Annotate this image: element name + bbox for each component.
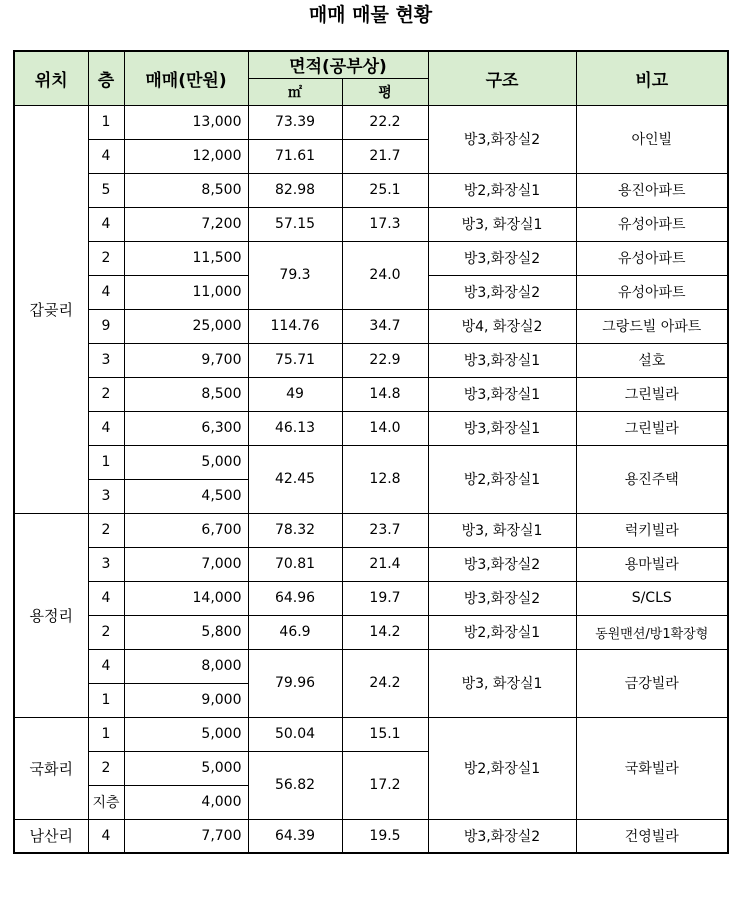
note-cell: 용진주택 bbox=[576, 445, 728, 513]
structure-cell: 방3,화장실1 bbox=[428, 343, 576, 377]
price-cell: 9,000 bbox=[124, 683, 248, 717]
price-cell: 8,500 bbox=[124, 173, 248, 207]
floor-cell: 2 bbox=[88, 377, 124, 411]
structure-cell: 방2,화장실1 bbox=[428, 445, 576, 513]
note-cell: 그린빌라 bbox=[576, 377, 728, 411]
note-cell: 동원맨션/방1확장형 bbox=[576, 615, 728, 649]
header-price: 매매(만원) bbox=[124, 51, 248, 105]
location-cell: 용정리 bbox=[14, 513, 88, 717]
floor-cell: 4 bbox=[88, 581, 124, 615]
structure-cell: 방3,화장실2 bbox=[428, 819, 576, 853]
area-pyeong-cell: 24.0 bbox=[342, 241, 428, 309]
page-title: 매매 매물 현황 bbox=[308, 4, 433, 26]
area-pyeong-cell: 14.0 bbox=[342, 411, 428, 445]
area-m2-cell: 50.04 bbox=[248, 717, 342, 751]
area-pyeong-cell: 19.7 bbox=[342, 581, 428, 615]
structure-cell: 방3,화장실2 bbox=[428, 275, 576, 309]
area-m2-cell: 73.39 bbox=[248, 105, 342, 139]
floor-cell: 4 bbox=[88, 139, 124, 173]
location-cell: 갑곶리 bbox=[14, 105, 88, 513]
structure-cell: 방3,화장실2 bbox=[428, 105, 576, 173]
note-cell: 그린빌라 bbox=[576, 411, 728, 445]
price-cell: 9,700 bbox=[124, 343, 248, 377]
area-pyeong-cell: 12.8 bbox=[342, 445, 428, 513]
price-cell: 12,000 bbox=[124, 139, 248, 173]
structure-cell: 방2,화장실1 bbox=[428, 173, 576, 207]
price-cell: 8,000 bbox=[124, 649, 248, 683]
area-m2-cell: 114.76 bbox=[248, 309, 342, 343]
structure-cell: 방3,화장실1 bbox=[428, 377, 576, 411]
table-row bbox=[14, 819, 728, 853]
price-cell: 5,000 bbox=[124, 717, 248, 751]
price-cell: 6,700 bbox=[124, 513, 248, 547]
header-area-pyeong: 평 bbox=[342, 78, 428, 105]
floor-cell: 9 bbox=[88, 309, 124, 343]
header-note: 비고 bbox=[576, 51, 728, 105]
structure-cell: 방2,화장실1 bbox=[428, 615, 576, 649]
area-pyeong-cell: 14.8 bbox=[342, 377, 428, 411]
area-m2-cell: 42.45 bbox=[248, 445, 342, 513]
table-row bbox=[14, 411, 728, 445]
area-pyeong-cell: 21.7 bbox=[342, 139, 428, 173]
floor-cell: 4 bbox=[88, 275, 124, 309]
location-cell: 남산리 bbox=[14, 819, 88, 853]
floor-cell: 4 bbox=[88, 649, 124, 683]
note-cell: 용마빌라 bbox=[576, 547, 728, 581]
floor-cell: 5 bbox=[88, 173, 124, 207]
area-m2-cell: 70.81 bbox=[248, 547, 342, 581]
area-pyeong-cell: 25.1 bbox=[342, 173, 428, 207]
price-cell: 11,000 bbox=[124, 275, 248, 309]
area-m2-cell: 49 bbox=[248, 377, 342, 411]
header-structure: 구조 bbox=[428, 51, 576, 105]
structure-cell: 방3, 화장실1 bbox=[428, 649, 576, 717]
area-m2-cell: 75.71 bbox=[248, 343, 342, 377]
area-pyeong-cell: 17.2 bbox=[342, 751, 428, 819]
area-pyeong-cell: 22.2 bbox=[342, 105, 428, 139]
area-m2-cell: 79.3 bbox=[248, 241, 342, 309]
area-pyeong-cell: 34.7 bbox=[342, 309, 428, 343]
floor-cell: 4 bbox=[88, 207, 124, 241]
table-row bbox=[14, 309, 728, 343]
floor-cell: 1 bbox=[88, 445, 124, 479]
table-row bbox=[14, 581, 728, 615]
price-cell: 5,800 bbox=[124, 615, 248, 649]
floor-cell: 4 bbox=[88, 411, 124, 445]
price-cell: 11,500 bbox=[124, 241, 248, 275]
price-cell: 5,000 bbox=[124, 445, 248, 479]
note-cell: 설호 bbox=[576, 343, 728, 377]
table-row bbox=[14, 513, 728, 547]
price-cell: 4,500 bbox=[124, 479, 248, 513]
area-m2-cell: 82.98 bbox=[248, 173, 342, 207]
note-cell: 아인빌 bbox=[576, 105, 728, 173]
structure-cell: 방2,화장실1 bbox=[428, 717, 576, 819]
note-cell: S/CLS bbox=[576, 581, 728, 615]
area-m2-cell: 79.96 bbox=[248, 649, 342, 717]
floor-cell: 2 bbox=[88, 513, 124, 547]
floor-cell: 지층 bbox=[88, 785, 124, 819]
price-cell: 13,000 bbox=[124, 105, 248, 139]
area-m2-cell: 57.15 bbox=[248, 207, 342, 241]
location-cell: 국화리 bbox=[14, 717, 88, 819]
floor-cell: 4 bbox=[88, 819, 124, 853]
area-m2-cell: 78.32 bbox=[248, 513, 342, 547]
area-pyeong-cell: 15.1 bbox=[342, 717, 428, 751]
area-pyeong-cell: 24.2 bbox=[342, 649, 428, 717]
area-pyeong-cell: 22.9 bbox=[342, 343, 428, 377]
area-pyeong-cell: 17.3 bbox=[342, 207, 428, 241]
floor-cell: 3 bbox=[88, 479, 124, 513]
structure-cell: 방3,화장실2 bbox=[428, 547, 576, 581]
note-cell: 그랑드빌 아파트 bbox=[576, 309, 728, 343]
table-row bbox=[14, 615, 728, 649]
note-cell: 유성아파트 bbox=[576, 275, 728, 309]
structure-cell: 방3, 화장실1 bbox=[428, 513, 576, 547]
price-cell: 25,000 bbox=[124, 309, 248, 343]
price-cell: 8,500 bbox=[124, 377, 248, 411]
table-row bbox=[14, 241, 728, 275]
price-cell: 5,000 bbox=[124, 751, 248, 785]
price-cell: 7,200 bbox=[124, 207, 248, 241]
area-m2-cell: 64.39 bbox=[248, 819, 342, 853]
price-cell: 7,000 bbox=[124, 547, 248, 581]
area-pyeong-cell: 23.7 bbox=[342, 513, 428, 547]
note-cell: 건영빌라 bbox=[576, 819, 728, 853]
listing-table bbox=[13, 50, 729, 854]
table-row bbox=[14, 377, 728, 411]
table-row bbox=[14, 105, 728, 139]
note-cell: 유성아파트 bbox=[576, 207, 728, 241]
structure-cell: 방4, 화장실2 bbox=[428, 309, 576, 343]
header-area: 면적(공부상) bbox=[248, 51, 428, 78]
header-area-m2: ㎡ bbox=[248, 78, 342, 105]
note-cell: 금강빌라 bbox=[576, 649, 728, 717]
note-cell: 용진아파트 bbox=[576, 173, 728, 207]
header-location: 위치 bbox=[14, 51, 88, 105]
floor-cell: 2 bbox=[88, 615, 124, 649]
area-pyeong-cell: 19.5 bbox=[342, 819, 428, 853]
note-cell: 국화빌라 bbox=[576, 717, 728, 819]
header-floor: 층 bbox=[88, 51, 124, 105]
area-m2-cell: 56.82 bbox=[248, 751, 342, 819]
structure-cell: 방3,화장실2 bbox=[428, 581, 576, 615]
area-pyeong-cell: 14.2 bbox=[342, 615, 428, 649]
area-m2-cell: 71.61 bbox=[248, 139, 342, 173]
price-cell: 7,700 bbox=[124, 819, 248, 853]
price-cell: 4,000 bbox=[124, 785, 248, 819]
floor-cell: 3 bbox=[88, 547, 124, 581]
area-m2-cell: 46.13 bbox=[248, 411, 342, 445]
structure-cell: 방3,화장실2 bbox=[428, 241, 576, 275]
price-cell: 6,300 bbox=[124, 411, 248, 445]
area-m2-cell: 46.9 bbox=[248, 615, 342, 649]
floor-cell: 1 bbox=[88, 683, 124, 717]
table-row bbox=[14, 717, 728, 751]
table-row bbox=[14, 343, 728, 377]
price-cell: 14,000 bbox=[124, 581, 248, 615]
floor-cell: 2 bbox=[88, 751, 124, 785]
structure-cell: 방3,화장실1 bbox=[428, 411, 576, 445]
table-row bbox=[14, 649, 728, 683]
table-row bbox=[14, 445, 728, 479]
structure-cell: 방3, 화장실1 bbox=[428, 207, 576, 241]
floor-cell: 1 bbox=[88, 105, 124, 139]
table-row bbox=[14, 547, 728, 581]
floor-cell: 3 bbox=[88, 343, 124, 377]
area-m2-cell: 64.96 bbox=[248, 581, 342, 615]
table-row bbox=[14, 207, 728, 241]
floor-cell: 2 bbox=[88, 241, 124, 275]
note-cell: 럭키빌라 bbox=[576, 513, 728, 547]
floor-cell: 1 bbox=[88, 717, 124, 751]
table-row bbox=[14, 173, 728, 207]
area-pyeong-cell: 21.4 bbox=[342, 547, 428, 581]
note-cell: 유성아파트 bbox=[576, 241, 728, 275]
